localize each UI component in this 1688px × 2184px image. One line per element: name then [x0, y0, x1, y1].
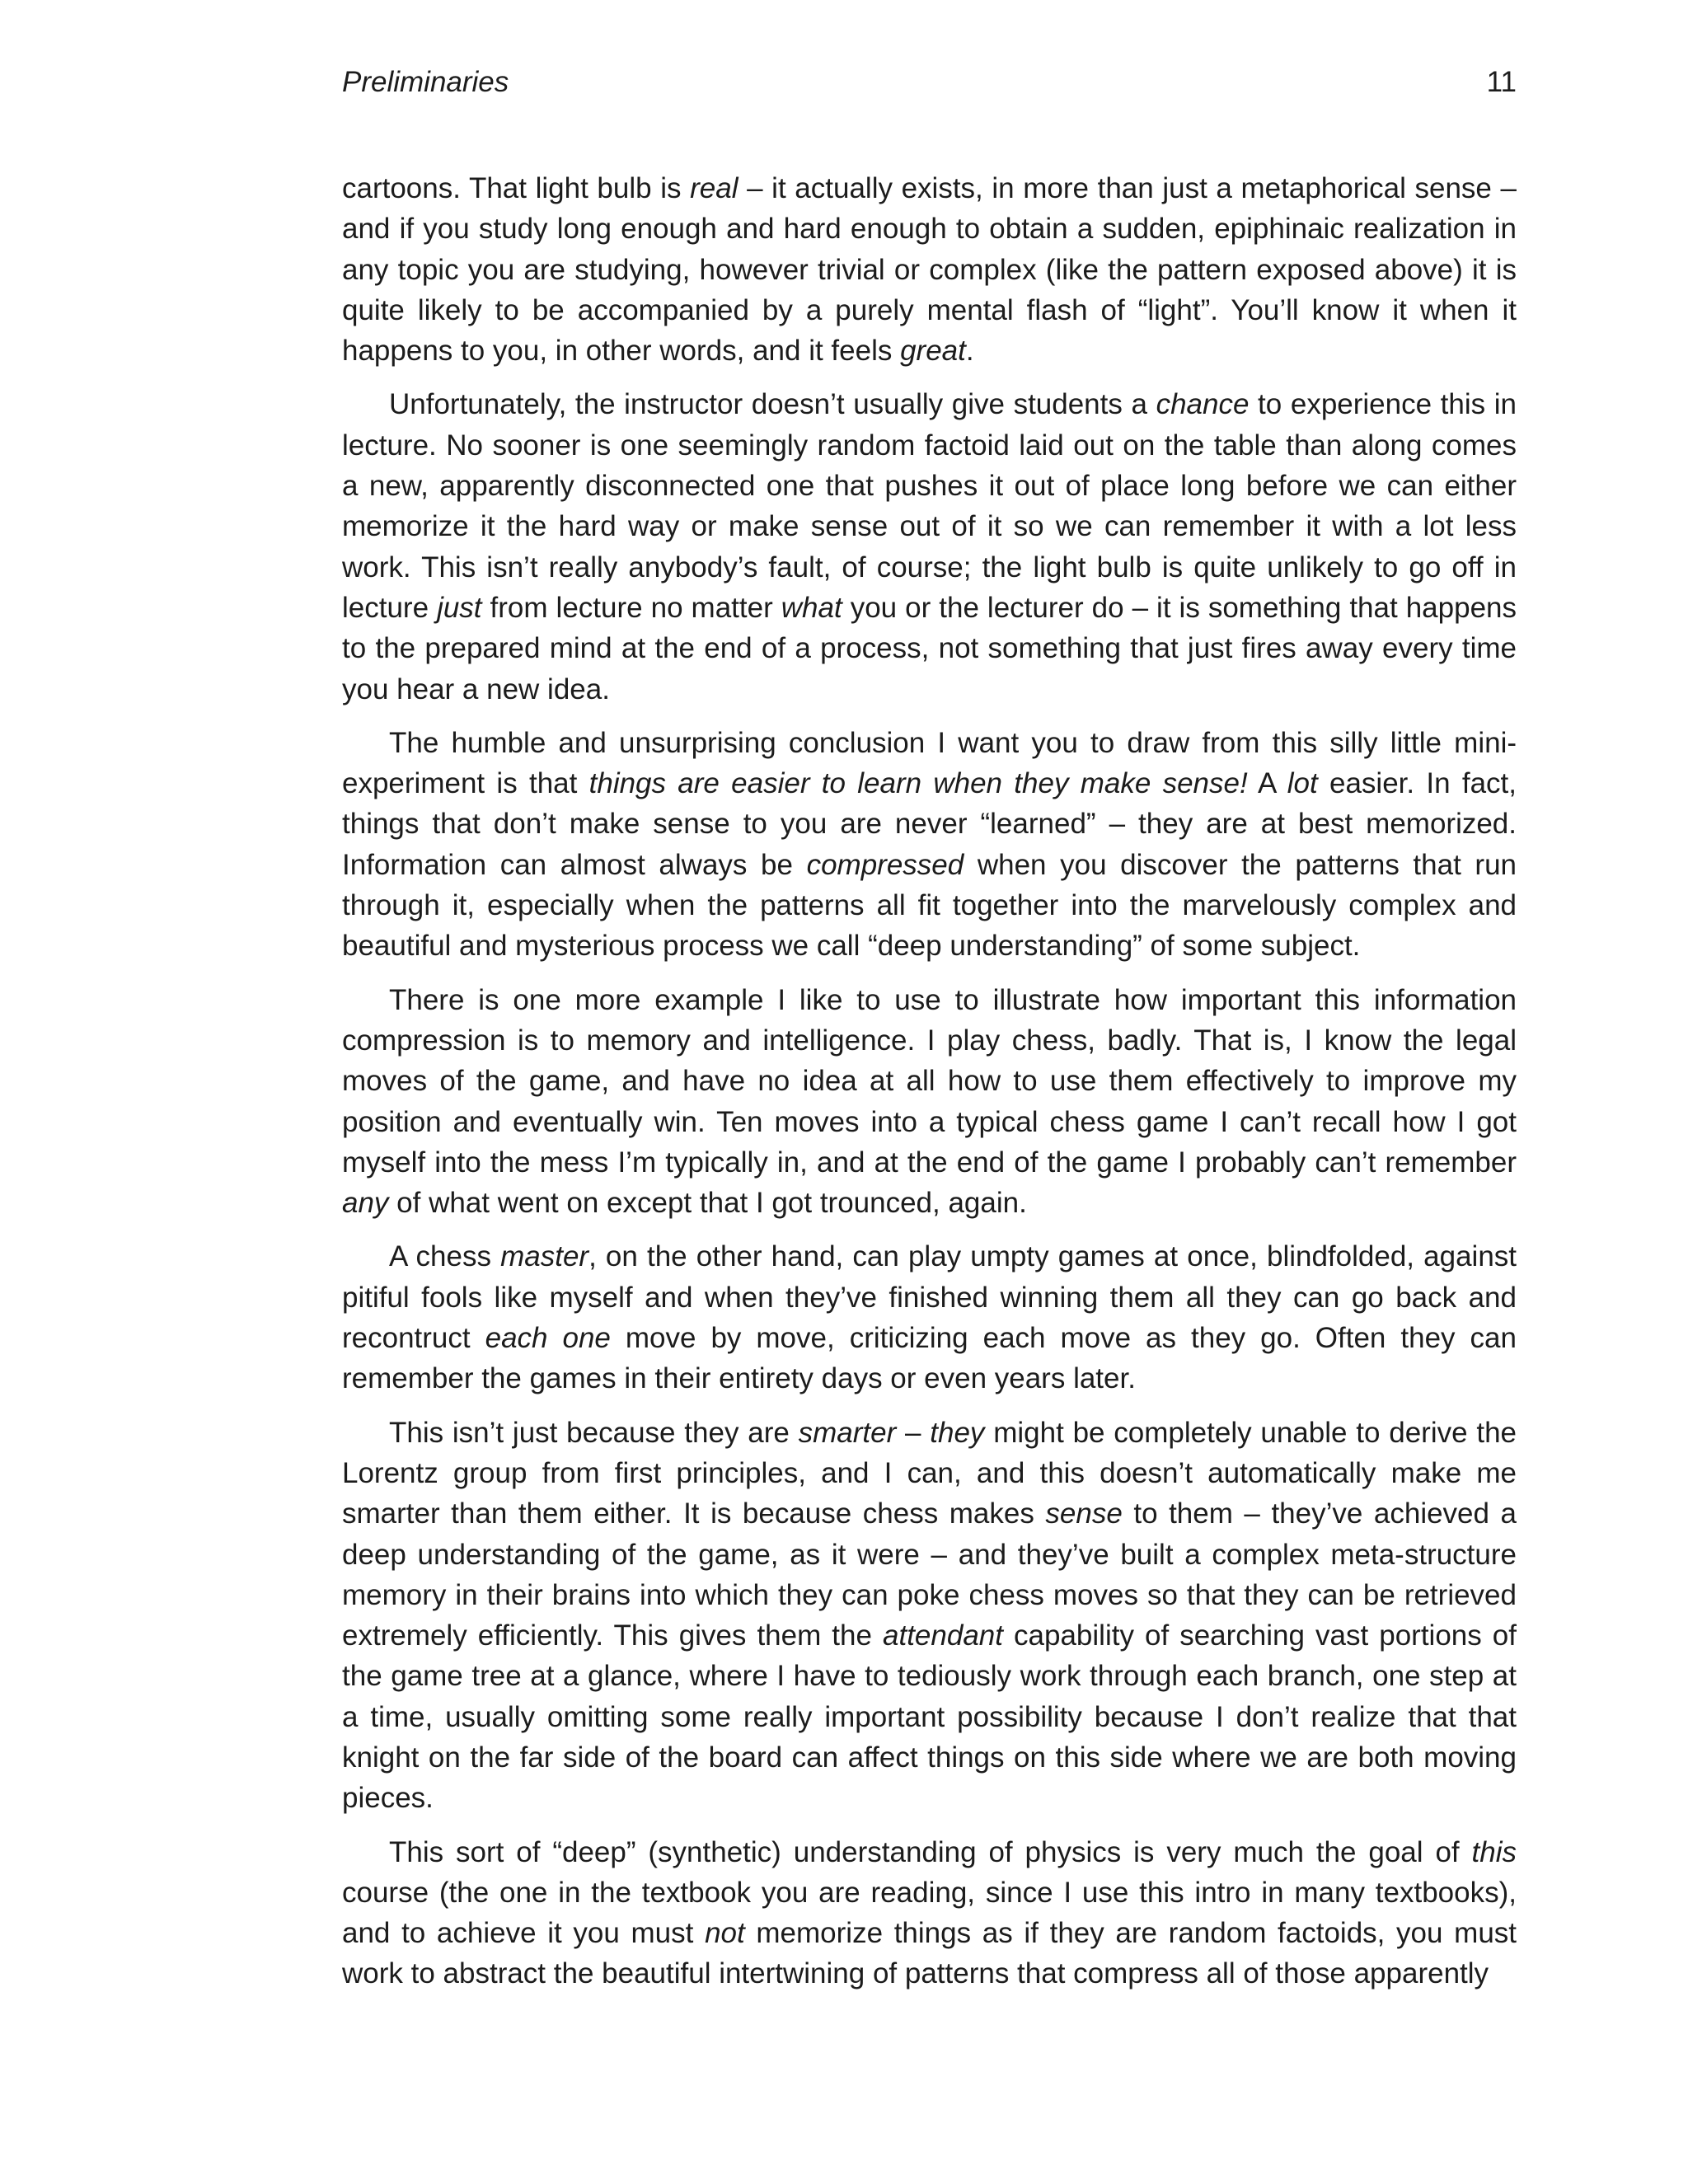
- text-run: to experience this in lecture. No sooner is one seemingly random factoid laid out on the table than along comes a new, apparently disconnected one that pushes it out of place long before we can either memorize it the hard way or make sense out of it so we can remember it with a lot less work. This isn’t really anybody’s fault, of course; the light bulb is quite unlikely to go off in lecture: [342, 388, 1517, 624]
- italic-text: each one: [485, 1322, 611, 1355]
- text-run: The humble and unsurprising conclusion I want you to draw from this silly little mini-experiment is that: [342, 726, 1517, 800]
- page-number: 11: [1486, 66, 1517, 98]
- italic-text: any: [342, 1187, 389, 1220]
- text-run: easier. In fact, things that don’t make sense to you are never “learned” – they are at best memorized. Information can almost always be: [342, 767, 1517, 881]
- text-run: This sort of “deep” (synthetic) understanding of physics is very much the goal of: [389, 1835, 1472, 1868]
- italic-text: lot: [1287, 767, 1318, 800]
- text-run: move by move, criticizing each move as they go. Often they can remember the games in their entirety days or even years later.: [342, 1322, 1517, 1395]
- italic-text: not: [705, 1917, 745, 1950]
- text-run: memorize things as if they are random factoids, you must work to abstract the beautiful intertwining of patterns that compress all of those apparently: [342, 1917, 1517, 1990]
- paragraph-2: [342, 384, 1517, 709]
- chapter-title: Preliminaries: [342, 66, 509, 98]
- text-run: A chess: [389, 1240, 501, 1273]
- text-run: – it actually exists, in more than just a metaphorical sense – and if you study long enough and hard enough to obtain a sudden, epiphinaic realization in any topic you are studying, however trivial or complex (like the pattern exposed above) it is quite likely to be accompanied by a purely mental flash of “light”. You’ll know it when it happens to you, in other words, and it feels: [342, 172, 1517, 368]
- paragraph-3: [342, 723, 1517, 967]
- text-run: A: [1247, 767, 1287, 800]
- paragraph-1: [342, 168, 1517, 371]
- paragraph-7: [342, 1832, 1517, 1994]
- text-run: course (the one in the textbook you are reading, since I use this intro in many textbooks), and to achieve it you must: [342, 1876, 1517, 1950]
- italic-text: great: [900, 335, 966, 368]
- italic-text: this: [1471, 1835, 1517, 1868]
- text-run: This isn’t just because they are: [389, 1416, 799, 1449]
- italic-text: attendant: [883, 1619, 1003, 1652]
- paragraph-4: [342, 980, 1517, 1224]
- italic-text: smarter: [798, 1416, 897, 1449]
- text-run: Unfortunately, the instructor doesn’t usually give students a: [389, 388, 1156, 421]
- document-page: [342, 64, 1517, 2008]
- italic-text: just: [437, 591, 482, 624]
- text-run: capability of searching vast portions of the game tree at a glance, where I have to tediously work through each branch, one step at a time, usually omitting some really important possibility because I don’t realize that that knight on the far side of the board can affect things on this side where we are both moving pieces.: [342, 1619, 1517, 1815]
- text-run: to them – they’ve achieved a deep understanding of the game, as it were – and they’ve built a complex meta-structure memory in their brains into which they can poke chess moves so that they can be retrieved extremely efficiently. This gives them the: [342, 1497, 1517, 1652]
- text-run: –: [896, 1416, 931, 1449]
- text-run: of what went on except that I got trounced, again.: [388, 1187, 1027, 1220]
- paragraph-5: [342, 1236, 1517, 1399]
- text-run: , on the other hand, can play umpty games at once, blindfolded, against pitiful fools like myself and when they’ve finished winning them all they can go back and recontruct: [342, 1240, 1517, 1355]
- running-header: [342, 64, 1517, 101]
- italic-text: they: [930, 1416, 985, 1449]
- italic-text: what: [781, 591, 842, 624]
- italic-text: chance: [1156, 388, 1250, 421]
- text-run: .: [965, 335, 974, 368]
- italic-text: compressed: [806, 848, 964, 881]
- body-text: [342, 168, 1517, 1994]
- text-run: from lecture no matter: [481, 591, 781, 624]
- italic-text: master: [500, 1240, 589, 1273]
- text-run: when you discover the patterns that run through it, especially when the patterns all fit together into the marvelously complex and beautiful and mysterious process we call “deep understanding” of some subject.: [342, 848, 1517, 963]
- text-run: you or the lecturer do – it is something that happens to the prepared mind at the end of a process, not something that just fires away every time you hear a new idea.: [342, 591, 1517, 705]
- paragraph-6: [342, 1413, 1517, 1819]
- text-run: cartoons. That light bulb is: [342, 172, 691, 204]
- italic-text: things are easier to learn when they make sense!: [588, 767, 1248, 800]
- italic-text: sense: [1045, 1497, 1123, 1530]
- text-run: There is one more example I like to use to illustrate how important this information compression is to memory and intelligence. I play chess, badly. That is, I know the legal moves of the game, and have no idea at all how to use them effectively to improve my position and eventually win. Ten moves into a typical chess game I can’t recall how I got myself into the mess I’m typically in, and at the end of the game I probably can’t remember: [342, 983, 1517, 1179]
- text-run: might be completely unable to derive the Lorentz group from first principles, and I can, and this doesn’t automatically make me smarter than them either. It is because chess makes: [342, 1416, 1517, 1530]
- italic-text: real: [690, 172, 738, 204]
